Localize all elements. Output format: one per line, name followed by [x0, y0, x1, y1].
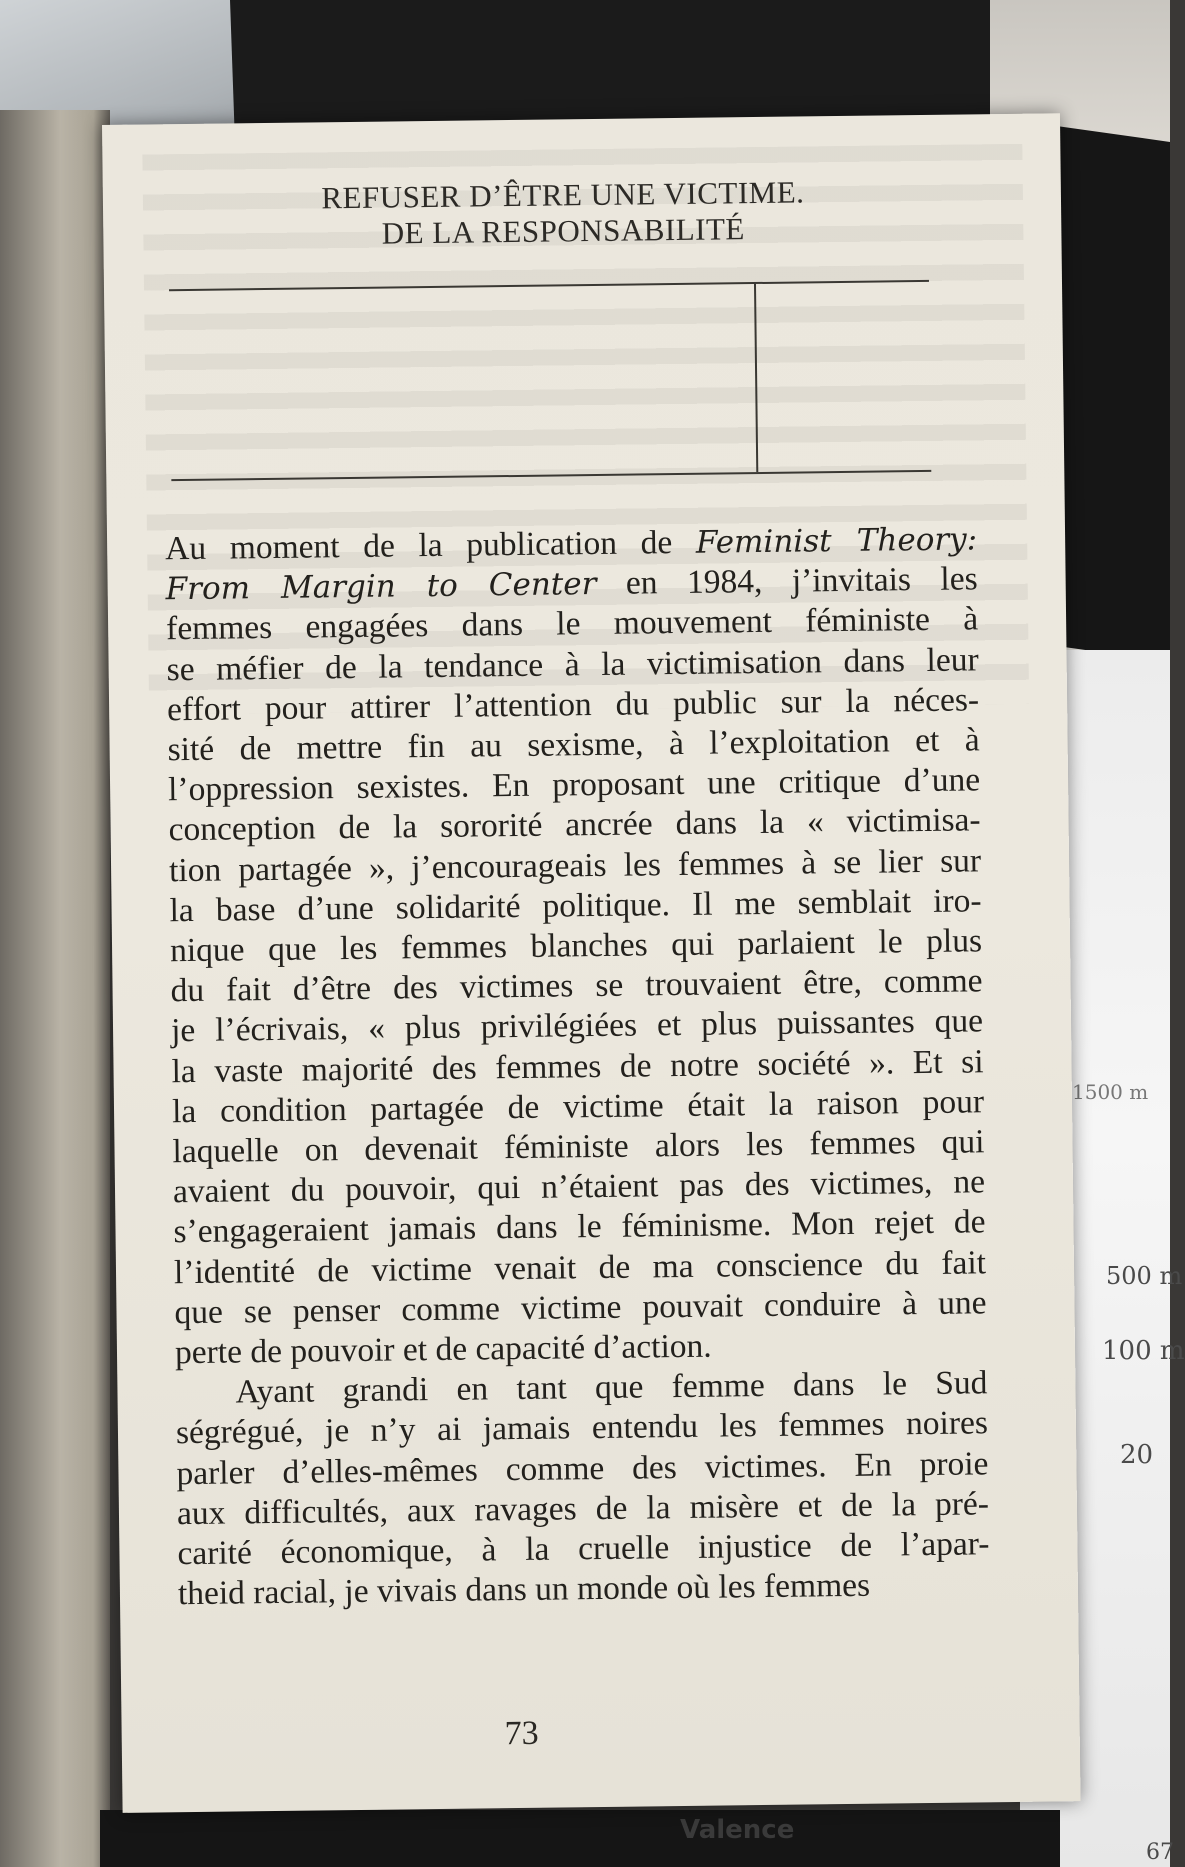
- book-title: Feminist Theory:: [695, 521, 978, 561]
- body-line: laquelle on devenait féministe alors les femmes qui: [172, 1123, 985, 1171]
- body-line: la base d’une solidarité politique. Il me semblait iro-: [169, 882, 982, 930]
- margin-number: 1500 m: [1072, 1080, 1149, 1104]
- body-line: nique que les femmes blanches qui parlaient le plus: [169, 922, 983, 970]
- body-line: la vaste majorité des femmes de notre société ». Et si: [171, 1042, 984, 1090]
- body-line: je l’écrivais, « plus privilégiées et plus puissantes que: [170, 1002, 984, 1050]
- body-line: que se penser comme victime pouvait conduire à une: [174, 1284, 987, 1332]
- book-page: [102, 113, 1081, 1813]
- running-header-line: REFUSER D’ÊTRE UNE VICTIME.: [321, 174, 805, 216]
- body-line: From Margin to Center en 1984, j’invitais les: [165, 560, 978, 608]
- body-line: sité de mettre fin au sexisme, à l’exploitation et à: [167, 721, 980, 769]
- margin-number: 500 m: [1106, 1262, 1183, 1290]
- body-line: l’oppression sexistes. En proposant une critique d’une: [167, 761, 981, 809]
- margin-number: 67: [1146, 1840, 1174, 1865]
- body-line: parler d’elles-mêmes comme des victimes. En proie: [176, 1444, 989, 1492]
- body-line: effort pour attirer l’attention du public sur la néces-: [166, 681, 980, 729]
- body-line: perte de pouvoir et de capacité d’action.: [174, 1327, 712, 1372]
- body-line: tion partagée », j’encourageais les femmes à se lier sur: [168, 841, 982, 889]
- body-line: ségrégué, je n’y ai jamais entendu les femmes noires: [175, 1404, 989, 1452]
- running-header-line: DE LA RESPONSABILITÉ: [381, 211, 746, 251]
- body-line: theid racial, je vivais dans un monde où les femmes: [177, 1567, 871, 1613]
- body-line: femmes engagées dans le mouvement féministe à: [165, 600, 979, 648]
- body-line: la condition partagée de victime était la raison pour: [171, 1083, 985, 1131]
- book-title: From Margin to Center: [165, 566, 597, 608]
- body-line: du fait d’être des victimes se trouvaient être, comme: [170, 962, 983, 1010]
- body-text: [165, 519, 990, 1614]
- background-bottom-cover: [100, 1810, 1060, 1867]
- body-line: Ayant grandi en tant que femme dans le Sud: [235, 1364, 988, 1411]
- background-bottom-label: Valence: [680, 1815, 795, 1845]
- body-line: se méfier de la tendance à la victimisation dans leur: [166, 640, 979, 688]
- page-number: 73: [504, 1714, 539, 1753]
- margin-number: 100 m: [1102, 1336, 1185, 1366]
- margin-number: 20: [1120, 1440, 1154, 1470]
- body-line: conception de la sororité ancrée dans la « victimisa-: [168, 801, 981, 849]
- body-line: l’identité de victime venait de ma conscience du fait: [173, 1243, 987, 1291]
- running-header: [203, 173, 924, 254]
- body-line: avaient du pouvoir, qui n’étaient pas des victimes, ne: [172, 1163, 986, 1211]
- facing-page-edge: [0, 110, 110, 1867]
- body-line: aux difficultés, aux ravages de la misère et de la pré-: [176, 1485, 990, 1533]
- body-line: s’engageraient jamais dans le féminisme. Mon rejet de: [173, 1203, 986, 1251]
- body-line: Au moment de la publication de Feminist Theory:: [164, 521, 978, 568]
- body-line: carité économique, à la cruelle injustice de l’apar-: [177, 1525, 990, 1573]
